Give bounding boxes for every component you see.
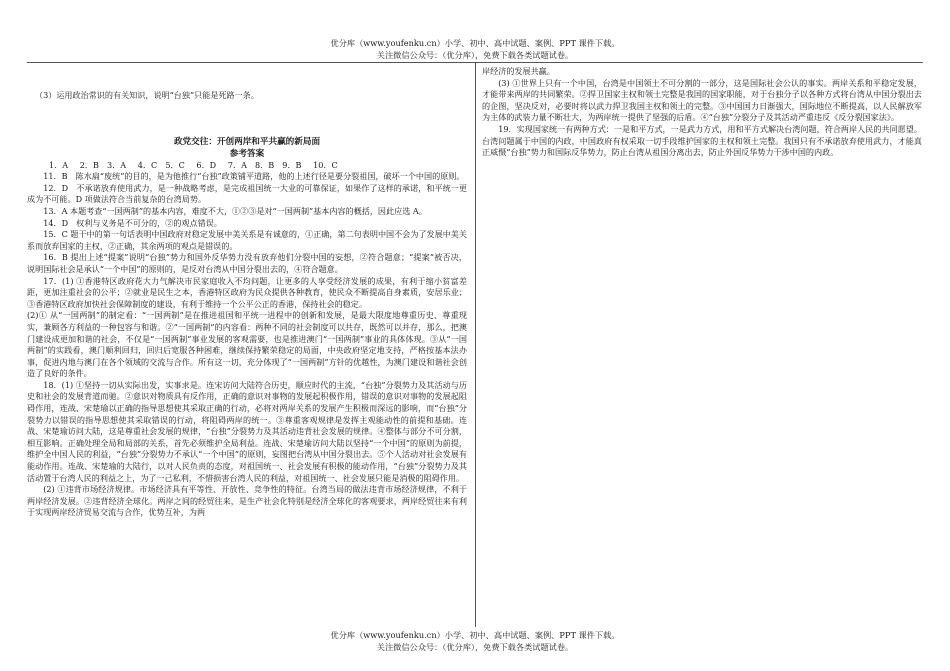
answer-12: 12．D 不承诺放弃使用武力，是一种战略考虑，是完成祖国统一大业的可靠保证，如果作了这样的承诺，和平统一更成为不可能。D 项做法符合当前复杂的台湾局势。 xyxy=(27,182,467,205)
answer-15: 15．C 题干中的第一句话表明中国政府对稳定发展中美关系是有诚意的，①正确，第二句表明中国不会为了发展中美关系而放弃国家的主权，②正确，其余两项的观点是错误的。 xyxy=(27,229,467,251)
answer-11: 11．B 陈水扁“废统”的目的，是为他推行“台独”政策铺平道路，他的上述行径是要分裂祖国，破坏一个中国的原则。 xyxy=(43,171,465,182)
choice-answers: 1．A 2．B 3．A 4．C 5．C 6．D 7．A 8．B 9．B 10．C xyxy=(49,159,338,170)
answer-14: 14．D 权利与义务是不可分的，②的观点错误。 xyxy=(43,217,222,228)
answer-18-2: (2) ①违背市场经济规律。市场经济具有平等性、开放性、竞争性的特征。台湾当局的做法违背市场经济规律，不利于两岸经济发展。②违背经济全球化。两岸之间的经贸往来，是生产社会化特别是经济全球化的客观要求，两岸经贸往来有利于实现两岸经济贸易交流与合作，优势互补，为两 xyxy=(27,484,467,518)
answer-18-1: 18．(1) ①坚持一切从实际出发，实事求是。连宋访问大陆符合历史，顺应时代的主流，“台独”分裂势力及其活动与历史和社会的发展背道而驰。②意识对物质具有反作用，正确的意识对事物的发展起积极作用，错误的意识对事物的发展起阻碍作用，连战、宋楚瑜以正确的指导思想使其采取正确的行动，必将对两岸关系的发展产生积极而深远的影响，而“台独”分裂势力以错误的指导思想使其采取错误的行动，将阻碍两岸的统一。③尊重客观规律是发挥主观能动性的前提和基础。连战、宋楚瑜访问大陆，这是尊重社会发展的规律，“台独”分裂势力及其活动违背社会发展的规律。④整体与部分不可分割，相互影响。正确处理全局和局部的关系，首先必须维护全局利益。连战、宋楚瑜访问大陆以坚持“一个中国”的原则为前提，维护全中国人民的利益，“台独”分裂势力不承认“一个中国”的原则，妄图把台湾从中国分裂出去。⑤个人活动对社会发展有能动作用。连战、宋楚瑜的大陆行，以对人民负责的态度，对祖国统一、社会发展有积极的能动作用，“台独”分裂势力及其活动置于台湾人民的利益之上，为了一己私利，不惜损害台湾人民的利益，对祖国统一、社会发展只能是消极的阻碍作用。 xyxy=(27,379,467,483)
question-3-prompt: （3）运用政治常识的有关知识，说明“台独”只能是死路一条。 xyxy=(35,90,259,100)
footer-line-2: 关注微信公众号：（优分库），免费下载各类试题试卷。 xyxy=(376,641,574,652)
left-column xyxy=(27,90,467,622)
header-line-2: 关注微信公众号：（优分库），免费下载各类试题试卷。 xyxy=(376,49,574,60)
answer-17-1: 17．(1) ①香港特区政府花大力气解决市民家庭收入不均问题，让更多的人享受经济发展的成果，有利于缩小贫富差距，更加注重社会的公平；②就业是民生之本，香港特区政府为民众提供各种教育，使民众不断提高自身素质，安居乐业；③香港特区政府加快社会保障制度的建设，有利于维持一个公平公正的香港，保持社会的稳定。 xyxy=(27,275,467,309)
answer-17-2: (2)① 从“一国两制”的制定看：“一国两制”是在推进祖国和平统一进程中的创新和发展，是最大限度地尊重历史、尊重现实，兼顾各方利益的一种包容与和谐。②“一国两制”的内容看：两种不同的社会制度可以共存，既然可以并存，那么，把澳门建设成更加和谐的社会，不仅是“一国两制”事业发展的客观需要，也是推进澳门“一国两制”事业的具体体现。③从“一国两制”的实践看，澳门顺利回归，回归后宽服各种困难，继续保持繁荣稳定的局面，中央政府坚定地支持，严格按基本法办事，促进内地与澳门在各个领域的交流与合作。所有这一切，充分体现了“一国两制”方针的优越性，为澳门建设和谐社会创造了良好的条件。 xyxy=(27,310,467,379)
page-header xyxy=(0,38,950,61)
page-footer xyxy=(0,630,950,653)
right-column xyxy=(482,66,922,206)
answer-19: 19．实现国家统一有两种方式：一是和平方式，一是武力方式，用和平方式解决台湾问题，符合两岸人民的共同愿望。台湾问题属于中国的内政，中国政府有权采取一切手段维护国家的主权和领土完整。我国只有不承诺放弃使用武力，才能真正威慑“台独”势力和国际反华势力，防止台湾从祖国分离出去，防止外国反华势力干涉中国的内政。 xyxy=(482,123,922,158)
column-divider xyxy=(475,62,476,627)
section-title: 政党交往：开创两岸和平共赢的新局面 xyxy=(173,136,321,147)
answer-key-heading: 参考答案 xyxy=(229,148,265,159)
answer-18-3: (3) ①世界上只有一个中国，台湾是中国领土不可分割的一部分，这是国际社会公认的事实。两岸关系和平稳定发展，才能带来两岸的共同繁荣。②捍卫国家主权和领土完整是我国的国家职能，对于台独分子以各种方式将台湾从中国分裂出去的企图，坚决反对，必要时将以武力捍卫我国主权和领土的完整。③中国国力日渐强大，国际地位不断提高，以人民解放军为主体的武装力量不断壮大，为两岸统一提供了坚强的后盾。④“台独”分裂分子及其活动严重违反《反分裂国家法》。 xyxy=(482,77,922,123)
answer-16: 16．B 提出上述“提案”说明“台独”势力和国外反华势力没有放弃他们分裂中国的妄想，②符合题意；“提案”被否决，说明国际社会是承认“一个中国”的原则的，是反对台湾从中国分裂出去的，④符合题意。 xyxy=(27,252,467,274)
answer-18-2-continued: 岸经济的发展共赢。 xyxy=(482,66,555,76)
answer-13: 13．A 本题考查“一国两制”的基本内容，难度不大，①②③是对“一国两制”基本内容的概括，因此应选 A。 xyxy=(43,205,427,216)
header-line-1: 优分库（www.youfenku.cn）小学、初中、高中试题、案例、PPT 课件下载。 xyxy=(330,38,620,48)
footer-line-1: 优分库（www.youfenku.cn）小学、初中、高中试题、案例、PPT 课件下载。 xyxy=(330,630,620,640)
